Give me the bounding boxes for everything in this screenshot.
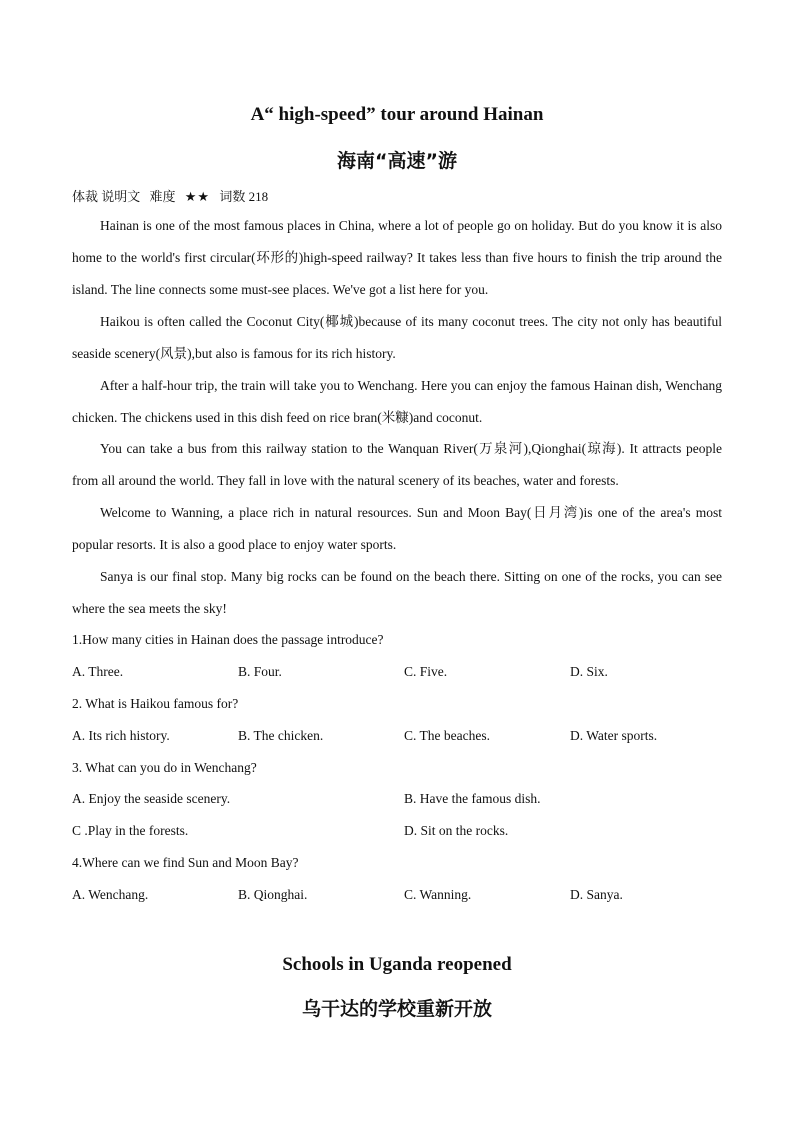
paragraph-3: After a half-hour trip, the train will take you to Wenchang. Here you can enjoy the famous Hainan dish, Wenchang chicken. The chickens used in this dish feed on rice bran(米糠)and coconut. (72, 378, 722, 425)
question-4-option-b: B. Qionghai. (238, 887, 308, 902)
question-4-option-a: A. Wenchang. (72, 887, 149, 902)
genre-label: 体裁 说明文 (72, 189, 141, 204)
question-4-stem: 4.Where can we find Sun and Moon Bay? (72, 855, 299, 870)
question-1-option-b: B. Four. (238, 664, 282, 679)
question-3-option-a: A. Enjoy the seaside scenery. (72, 791, 231, 806)
paragraph-6: Sanya is our final stop. Many big rocks can be found on the beach there. Sitting on one of the rocks, you can see where the sea meets the sky! (72, 569, 722, 616)
question-1-option-a: A. Three. (72, 664, 124, 679)
difficulty-stars: ★★ (184, 189, 211, 204)
question-3-option-c: C .Play in the forests. (72, 823, 189, 838)
question-2-option-d: D. Water sports. (570, 728, 658, 743)
question-1-option-c: C. Five. (404, 664, 448, 679)
question-2-option-a: A. Its rich history. (72, 728, 170, 743)
difficulty-label: 难度 (149, 189, 176, 204)
paragraph-1: Hainan is one of the most famous places in China, where a lot of people go on holiday. But do you know it is also home to the world's first circular(环形的)high-speed railway? It takes less than five hours to finish the trip around the island. The line connects some must-see places. We've got a list here for you. (72, 218, 722, 297)
question-3-option-b: B. Have the famous dish. (404, 791, 541, 806)
article-2-title-en: Schools in Uganda reopened (282, 954, 512, 975)
article-2-title-zh: 乌干达的学校重新开放 (301, 998, 492, 1020)
question-2-option-b: B. The chicken. (238, 728, 324, 743)
question-3-option-d: D. Sit on the rocks. (404, 823, 509, 838)
paragraph-5: Welcome to Wanning, a place rich in natural resources. Sun and Moon Bay(日月湾)is one of the area's most popular resorts. It is also a good place to enjoy water sports. (72, 505, 722, 552)
article-title-en: A“ high-speed” tour around Hainan (250, 104, 544, 125)
word-count: 词数 218 (219, 189, 269, 204)
question-4-option-d: D. Sanya. (570, 887, 623, 902)
question-2-stem: 2. What is Haikou famous for? (72, 696, 239, 711)
question-2-option-c: C. The beaches. (404, 728, 490, 743)
article-title-zh: 海南“高速”游 (337, 150, 457, 172)
question-3-stem: 3. What can you do in Wenchang? (72, 760, 257, 775)
question-1-option-d: D. Six. (570, 664, 608, 679)
article-meta (72, 186, 274, 205)
paragraph-4: You can take a bus from this railway station to the Wanquan River(万泉河),Qionghai(琼海). It attracts people from all around the world. They fall in love with the natural scenery of its beaches, water and forests. (72, 441, 722, 488)
paragraph-2: Haikou is often called the Coconut City(椰城)because of its many coconut trees. The city not only has beautiful seaside scenery(风景),but also is famous for its rich history. (72, 314, 722, 361)
question-1-stem: 1.How many cities in Hainan does the passage introduce? (72, 632, 384, 647)
question-4-option-c: C. Wanning. (404, 887, 472, 902)
